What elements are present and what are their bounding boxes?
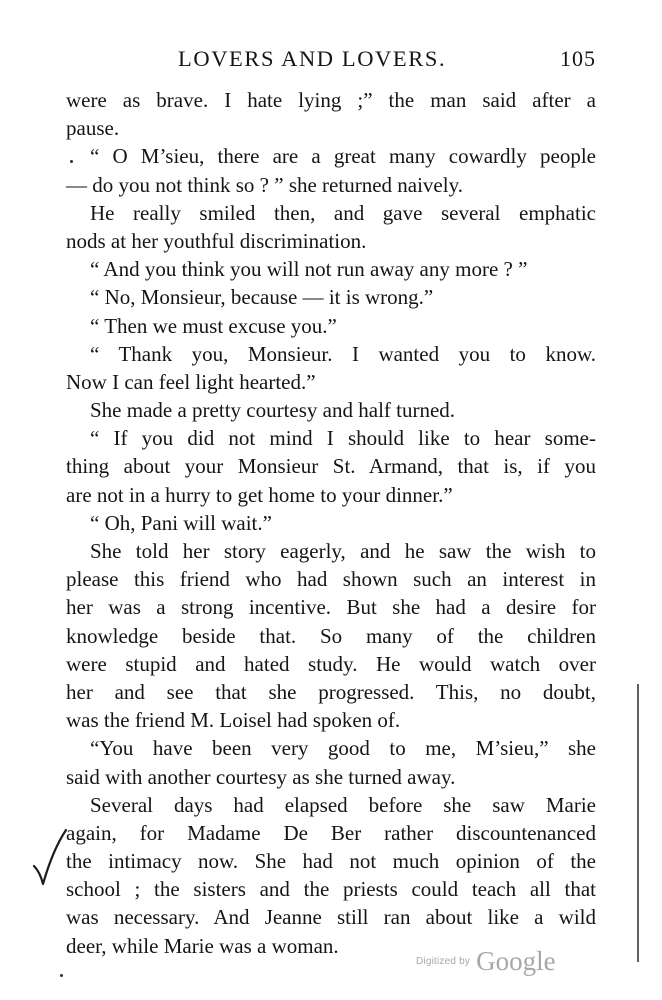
text-line: Now I can feel light hearted.” xyxy=(66,369,316,394)
text-line: “ Oh, Pani will wait.” xyxy=(90,510,272,535)
text-line: Several days had elapsed before she saw Marie xyxy=(90,792,596,817)
text-line: thing about your Monsieur St. Armand, that is, if you xyxy=(66,454,596,479)
text-line: — do you not think so ? ” she returned naively. xyxy=(66,172,463,197)
text-line: her was a strong incentive. But she had a desire for xyxy=(66,595,596,620)
text-line: “ If you did not mind I should like to hear some- xyxy=(90,426,596,451)
text-line: “ O M’sieu, there are a great many cowardly people xyxy=(90,144,596,169)
checkmark-icon xyxy=(30,826,70,890)
margin-rule xyxy=(637,684,639,962)
text-line: was the friend M. Loisel had spoken of. xyxy=(66,708,401,733)
text-line: were stupid and hated study. He would watch over xyxy=(66,651,596,676)
text-line: pause. xyxy=(66,116,120,141)
text-line: school ; the sisters and the priests could teach all that xyxy=(66,877,596,902)
text-line: He really smiled then, and gave several emphatic xyxy=(90,200,596,225)
text-line: the intimacy now. She had not much opinion of the xyxy=(66,849,596,874)
text-line: She made a pretty courtesy and half turned. xyxy=(90,398,456,423)
text-line: “You have been very good to me, M’sieu,” she xyxy=(90,736,596,761)
digitized-watermark xyxy=(416,946,556,977)
ink-speck xyxy=(60,974,63,977)
text-line: her and see that she progressed. This, no doubt, xyxy=(66,679,596,704)
text-line: knowledge beside that. So many of the children xyxy=(66,623,596,648)
body-text xyxy=(66,86,596,960)
text-line: were as brave. I hate lying ;” the man said after a xyxy=(66,88,596,112)
text-line: deer, while Marie was a woman. xyxy=(66,933,339,958)
text-line: “ Then we must excuse you.” xyxy=(90,313,337,338)
text-line: said with another courtesy as she turned away. xyxy=(66,764,456,789)
running-head xyxy=(66,46,596,76)
text-line: please this friend who had shown such an interest in xyxy=(66,567,596,592)
page-number: 105 xyxy=(560,46,596,71)
text-line: was necessary. And Jeanne still ran about like a wild xyxy=(66,905,596,930)
running-title: LOVERS AND LOVERS. xyxy=(178,46,447,71)
digitized-by-label: Digitized by xyxy=(416,956,471,967)
ink-speck xyxy=(70,160,73,163)
text-line: “ And you think you will not run away any more ? ” xyxy=(90,257,528,282)
text-line: “ Thank you, Monsieur. I wanted you to know. xyxy=(90,341,596,366)
google-logo: Google xyxy=(476,946,556,976)
text-line: again, for Madame De Ber rather discountenanced xyxy=(66,820,596,845)
text-line: “ No, Monsieur, because — it is wrong.” xyxy=(90,285,434,310)
text-line: nods at her youthful discrimination. xyxy=(66,228,367,253)
text-line: She told her story eagerly, and he saw the wish to xyxy=(90,539,596,563)
text-line: are not in a hurry to get home to your dinner.” xyxy=(66,482,453,507)
